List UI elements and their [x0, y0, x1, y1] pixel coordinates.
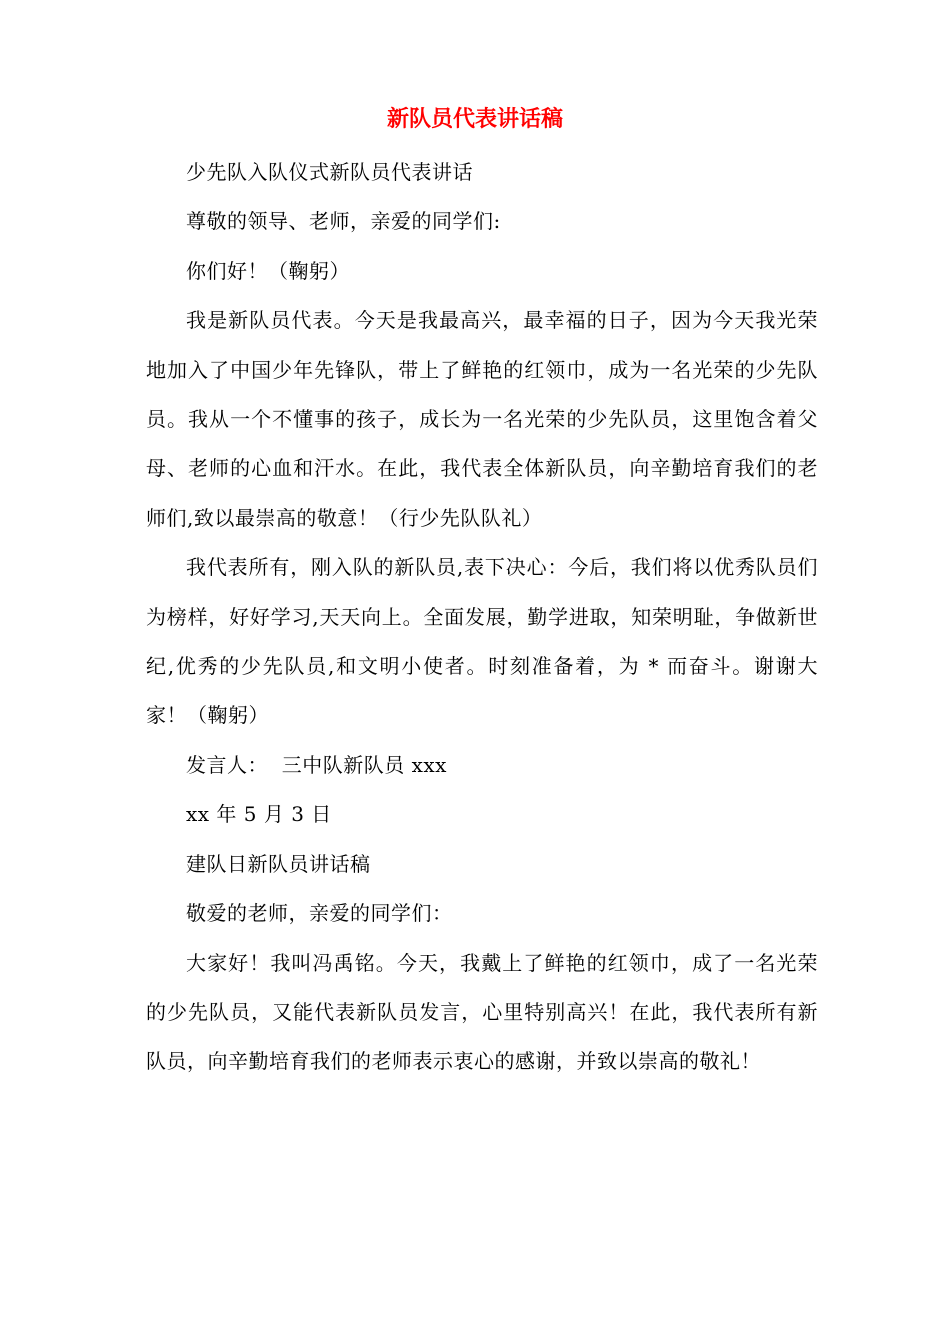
paragraph-speaker: 发言人： 三中队新队员 xxx	[186, 752, 447, 777]
paragraph-greeting: 你们好！（鞠躬）	[186, 258, 350, 283]
paragraph-body-3: 大家好！我叫冯禹铭。今天，我戴上了鲜艳的红领巾，成了一名光荣的少先队员，又能代表新队员发言，心里特别高兴！在此，我代表所有新队员，向辛勤培育我们的老师表示衷心的感谢，并致以崇高的敬礼！	[146, 950, 818, 1074]
paragraph-salutation-1: 尊敬的领导、老师，亲爱的同学们:	[186, 209, 501, 234]
document-title: 新队员代表讲话稿	[386, 106, 563, 132]
paragraph-subtitle-2: 建队日新队员讲话稿	[186, 851, 371, 876]
paragraph-date: xx 年 5 月 3 日	[186, 802, 332, 827]
paragraph-body-1: 我是新队员代表。今天是我最高兴，最幸福的日子，因为今天我光荣地加入了中国少年先锋队，带上了鲜艳的红领巾，成为一名光荣的少先队员。我从一个不懂事的孩子，成长为一名光荣的少先队员，这里饱含着父母、老师的心血和汗水。在此，我代表全体新队员，向辛勤培育我们的老师们,致以最崇高的敬意！（行少先队队礼）	[146, 308, 818, 530]
paragraph-subtitle-1: 少先队入队仪式新队员代表讲话	[186, 160, 473, 184]
paragraph-body-2: 我代表所有，刚入队的新队员,表下决心：今后，我们将以优秀队员们为榜样，好好学习,天天向上。全面发展，勤学进取，知荣明耻，争做新世纪,优秀的少先队员,和文明小使者。时刻准备着，为 * 而奋斗。谢谢大家！（鞠躬）	[146, 555, 818, 728]
document-body	[146, 148, 818, 1087]
paragraph-salutation-2: 敬爱的老师，亲爱的同学们：	[186, 901, 453, 926]
